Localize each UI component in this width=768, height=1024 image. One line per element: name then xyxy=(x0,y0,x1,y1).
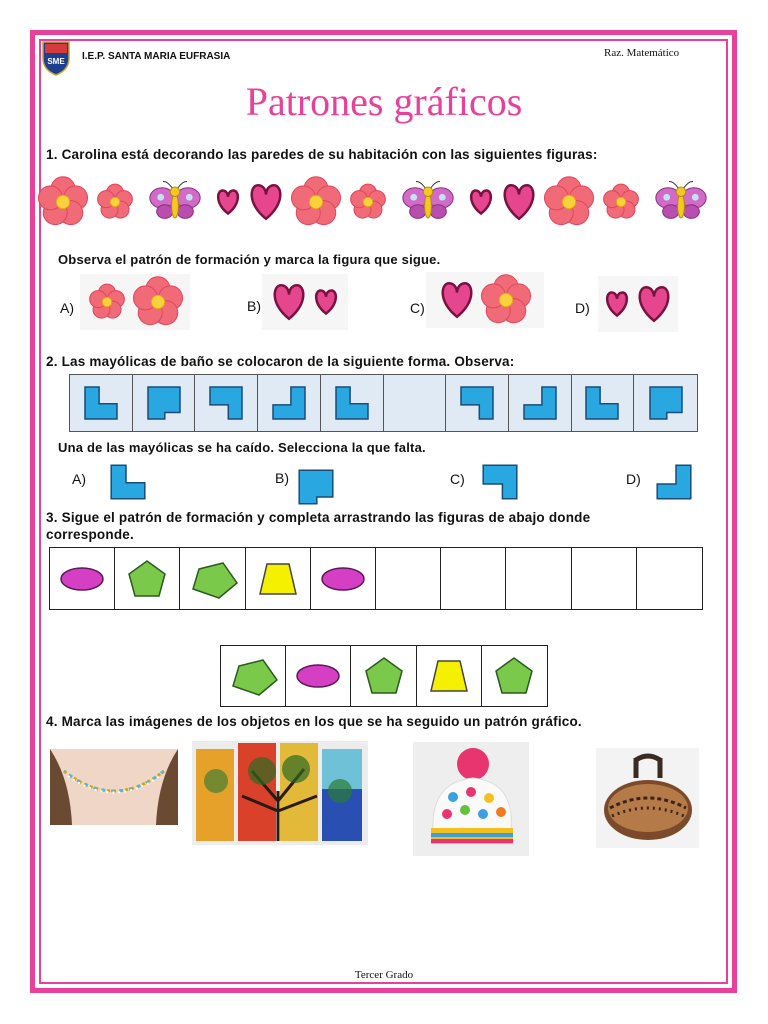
q1-option-d[interactable] xyxy=(598,276,678,332)
q1-option-a-label[interactable]: A) xyxy=(60,300,74,316)
subject-label: Raz. Matemático xyxy=(604,47,680,59)
q1-figure-heart-large xyxy=(505,185,534,219)
q1-figure-heart-small xyxy=(218,190,238,213)
q3-grid-cell xyxy=(115,548,180,609)
q2-tile xyxy=(133,375,196,431)
q3-answer-grid xyxy=(49,547,703,610)
q3-grid-drop-slot[interactable] xyxy=(637,548,702,609)
tile-bottom-left xyxy=(333,384,371,422)
photo-knitted-hat[interactable] xyxy=(413,742,529,856)
q2-tile-empty-slot xyxy=(384,375,447,431)
q1-figure-butterfly xyxy=(656,182,706,219)
q1-figure-flower-small xyxy=(604,184,639,218)
q1-figure-flower-small xyxy=(351,184,386,218)
q1-option-c-label[interactable]: C) xyxy=(410,300,425,316)
footer-grade: Tercer Grado xyxy=(354,969,414,981)
page-title: Patrones gráficos xyxy=(245,79,523,124)
tile-top-left xyxy=(145,384,183,422)
photo-beaded-necklace[interactable] xyxy=(50,749,178,825)
q2-option-b[interactable] xyxy=(296,467,336,507)
q2-tile xyxy=(634,375,697,431)
shape-pentagon xyxy=(356,654,412,698)
tile-bottom-right xyxy=(270,384,308,422)
tile-bottom-left xyxy=(82,384,120,422)
q3-draggable-pentagon[interactable] xyxy=(351,646,416,706)
q1-option-b-label[interactable]: B) xyxy=(247,298,261,314)
shape-trapezoid xyxy=(421,654,477,698)
q1-figure-heart-large xyxy=(252,185,281,219)
q1-sequence xyxy=(46,168,706,234)
q1-figure-heart-small xyxy=(471,190,491,213)
q2-option-b-label[interactable]: B) xyxy=(275,470,289,486)
q3-grid-drop-slot[interactable] xyxy=(506,548,571,609)
q4-text: 4. Marca las imágenes de los objetos en los que se ha seguido un patrón gráfico. xyxy=(46,714,582,729)
tile-top-right xyxy=(207,384,245,422)
q2-tile xyxy=(70,375,133,431)
shape-ellipse xyxy=(54,557,110,601)
shape-pentagon xyxy=(486,654,542,698)
logo-text: SME xyxy=(47,57,65,66)
shape-trapezoid xyxy=(250,557,306,601)
q2-tile xyxy=(195,375,258,431)
q3-grid-drop-slot[interactable] xyxy=(441,548,506,609)
tile-top-right xyxy=(458,384,496,422)
q2-option-a-label[interactable]: A) xyxy=(72,471,86,487)
q1-text: 1. Carolina está decorando las paredes de su habitación con las siguientes figuras: xyxy=(46,147,598,162)
school-name: I.E.P. SANTA MARIA EUFRASIA xyxy=(82,51,231,62)
q1-figure-flower-small xyxy=(98,184,133,218)
tile-bottom-left xyxy=(583,384,621,422)
q2-tile xyxy=(258,375,321,431)
tile-bottom-right xyxy=(521,384,559,422)
q3-grid-cell xyxy=(311,548,376,609)
q1-option-d-label[interactable]: D) xyxy=(575,300,590,316)
q1-option-c[interactable] xyxy=(426,272,544,328)
q3-draggable-ellipse[interactable] xyxy=(286,646,351,706)
shape-pentagon-tilted xyxy=(185,557,241,601)
q2-option-d[interactable] xyxy=(654,462,694,502)
q1-figure-flower-large xyxy=(291,177,340,225)
q1-option-a[interactable] xyxy=(80,274,190,330)
q1-figure-butterfly xyxy=(403,182,453,219)
q2-option-d-label[interactable]: D) xyxy=(626,471,641,487)
q1-instruction: Observa el patrón de formación y marca la figura que sigue. xyxy=(58,252,441,267)
shape-pentagon xyxy=(119,557,175,601)
q2-tile xyxy=(446,375,509,431)
photo-ceramic-vessel[interactable] xyxy=(596,748,699,848)
q3-draggable-pentagon-tilted[interactable] xyxy=(221,646,286,706)
photo-tree-painting-panels[interactable] xyxy=(192,741,368,845)
shape-ellipse xyxy=(290,654,346,698)
q1-option-b[interactable] xyxy=(262,274,348,330)
q2-instruction: Una de las mayólicas se ha caído. Selecciona la que falta. xyxy=(58,440,426,455)
shape-pentagon-tilted xyxy=(225,654,281,698)
q1-figure-butterfly xyxy=(150,182,200,219)
q3-draggable-pentagon[interactable] xyxy=(482,646,547,706)
tile-top-left xyxy=(647,384,685,422)
q2-tile-row xyxy=(69,374,698,432)
shape-ellipse xyxy=(315,557,371,601)
q3-draggable-trapezoid[interactable] xyxy=(417,646,482,706)
q3-grid-cell xyxy=(246,548,311,609)
q3-text-line2: corresponde. xyxy=(46,527,134,542)
q3-grid-drop-slot[interactable] xyxy=(572,548,637,609)
q2-option-c-label[interactable]: C) xyxy=(450,471,465,487)
q3-grid-drop-slot[interactable] xyxy=(376,548,441,609)
q2-option-a[interactable] xyxy=(108,462,148,502)
q1-figure-flower-large xyxy=(38,177,87,225)
q3-shape-bank xyxy=(220,645,548,707)
q3-grid-cell xyxy=(50,548,115,609)
school-logo xyxy=(41,40,71,76)
q2-option-c[interactable] xyxy=(480,462,520,502)
q2-text: 2. Las mayólicas de baño se colocaron de la siguiente forma. Observa: xyxy=(46,354,515,369)
q3-text-line1: 3. Sigue el patrón de formación y completa arrastrando las figuras de abajo donde xyxy=(46,510,591,525)
q1-figure-flower-large xyxy=(544,177,593,225)
q2-tile xyxy=(572,375,635,431)
q2-tile xyxy=(509,375,572,431)
q2-tile xyxy=(321,375,384,431)
q3-grid-cell xyxy=(180,548,245,609)
